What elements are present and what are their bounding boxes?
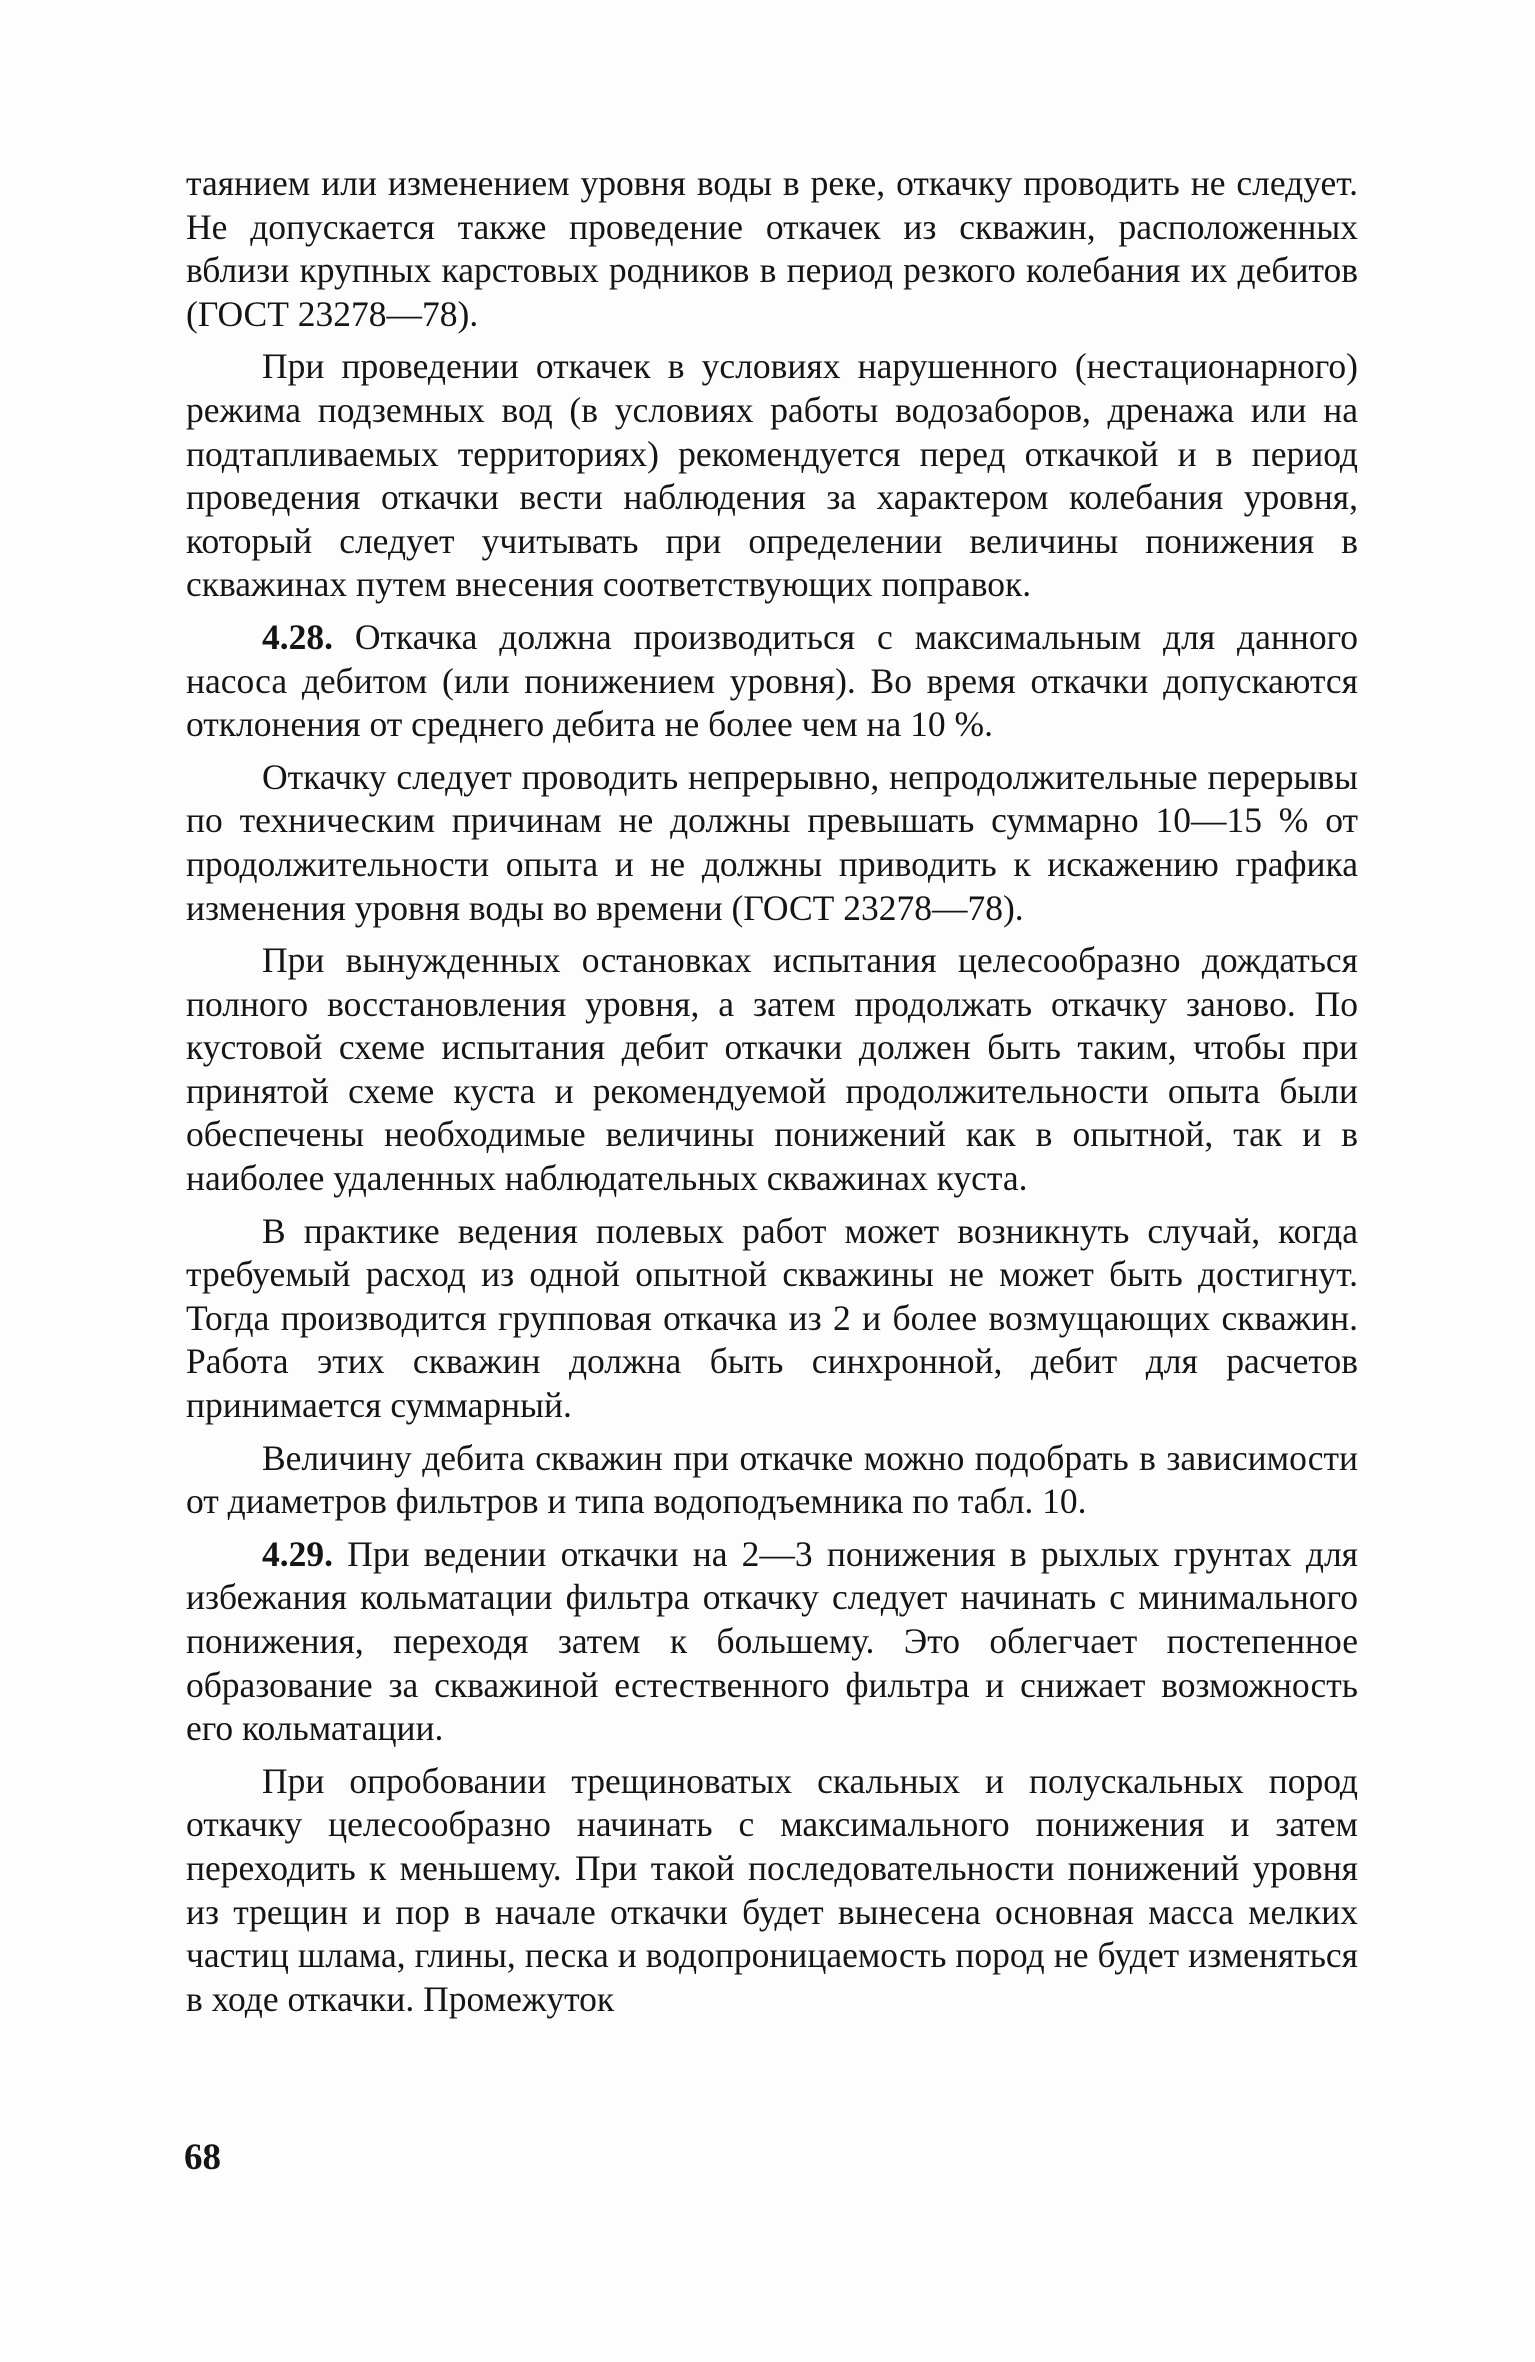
paragraph-1: таянием или изменением уровня воды в реке, откачку проводить не следует. Не допускается также проведение откачек из скважин, расположенных вблизи крупных карстовых родников в период резкого колебания их дебитов (ГОСТ 23278—78). <box>186 163 1358 334</box>
paragraph-2: При проведении откачек в условиях нарушенного (нестационарного) режима подземных вод (в условиях работы водозаборов, дренажа или на подтапливаемых территориях) рекомендуется перед откачкой и в период проведения откачки вести наблюдения за характером колебания уровня, который следует учитывать при определении величины понижения в скважинах путем внесения соответствующих поправок. <box>186 346 1358 605</box>
paragraph-6: В практике ведения полевых работ может возникнуть случай, когда требуемый расход из одной опытной скважины не может быть достигнут. Тогда производится групповая откачка из 2 и более возмущающих скважин. Работа этих скважин должна быть синхронной, дебит для расчетов принимается суммарный. <box>186 1210 1358 1426</box>
paragraph-5: При вынужденных остановках испытания целесообразно дождаться полного восстановления уровня, а затем продолжать откачку заново. По кустовой схеме испытания дебит откачки должен быть таким, чтобы при принятой схеме куста и рекомендуемой продолжительности опыта были обеспечены необходимые величины понижений как в опытной, так и в наиболее удаленных наблюдательных скважинах куста. <box>186 940 1358 1199</box>
paragraph-7: Величину дебита скважин при откачке можно подобрать в зависимости от диаметров фильтров и типа водоподъемника по табл. 10. <box>186 1437 1358 1522</box>
section-number: 4.29. <box>262 1533 333 1574</box>
paragraph-8-section-4-29: 4.29. При ведении откачки на 2—3 понижения в рыхлых грунтах для избежания кольматации фильтра откачку следует начинать с минимального понижения, переходя затем к большему. Это облегчает постепенное образование за скважиной естественного фильтра и снижает возможность его кольматации. <box>186 1533 1359 1749</box>
body-text <box>186 162 1358 2030</box>
paragraph-4: Откачку следует проводить непрерывно, непродолжительные перерывы по техническим причинам не должны превышать суммарно 10—15 % от продолжительности опыта и не должны приводить к искажению графика изменения уровня воды во времени (ГОСТ 23278—78). <box>186 756 1358 928</box>
paragraph-3-section-4-28: 4.28. Откачка должна производиться с максимальным для данного насоса дебитом (или понижением уровня). Во время откачки допускаются отклонения от среднего дебита не более чем на 10 %. <box>186 616 1359 745</box>
paragraph-9: При опробовании трещиноватых скальных и полускальных пород откачку целесообразно начинать с максимального понижения и затем переходить к меньшему. При такой последовательности понижений уровня из трещин и пор в начале откачки будет вынесена основная масса мелких частиц шлама, глины, песка и водопроницаемость пород не будет изменяться в ходе откачки. Промежуток <box>186 1760 1358 2019</box>
page-number: 68 <box>184 2137 221 2178</box>
section-number: 4.28. <box>262 616 333 657</box>
